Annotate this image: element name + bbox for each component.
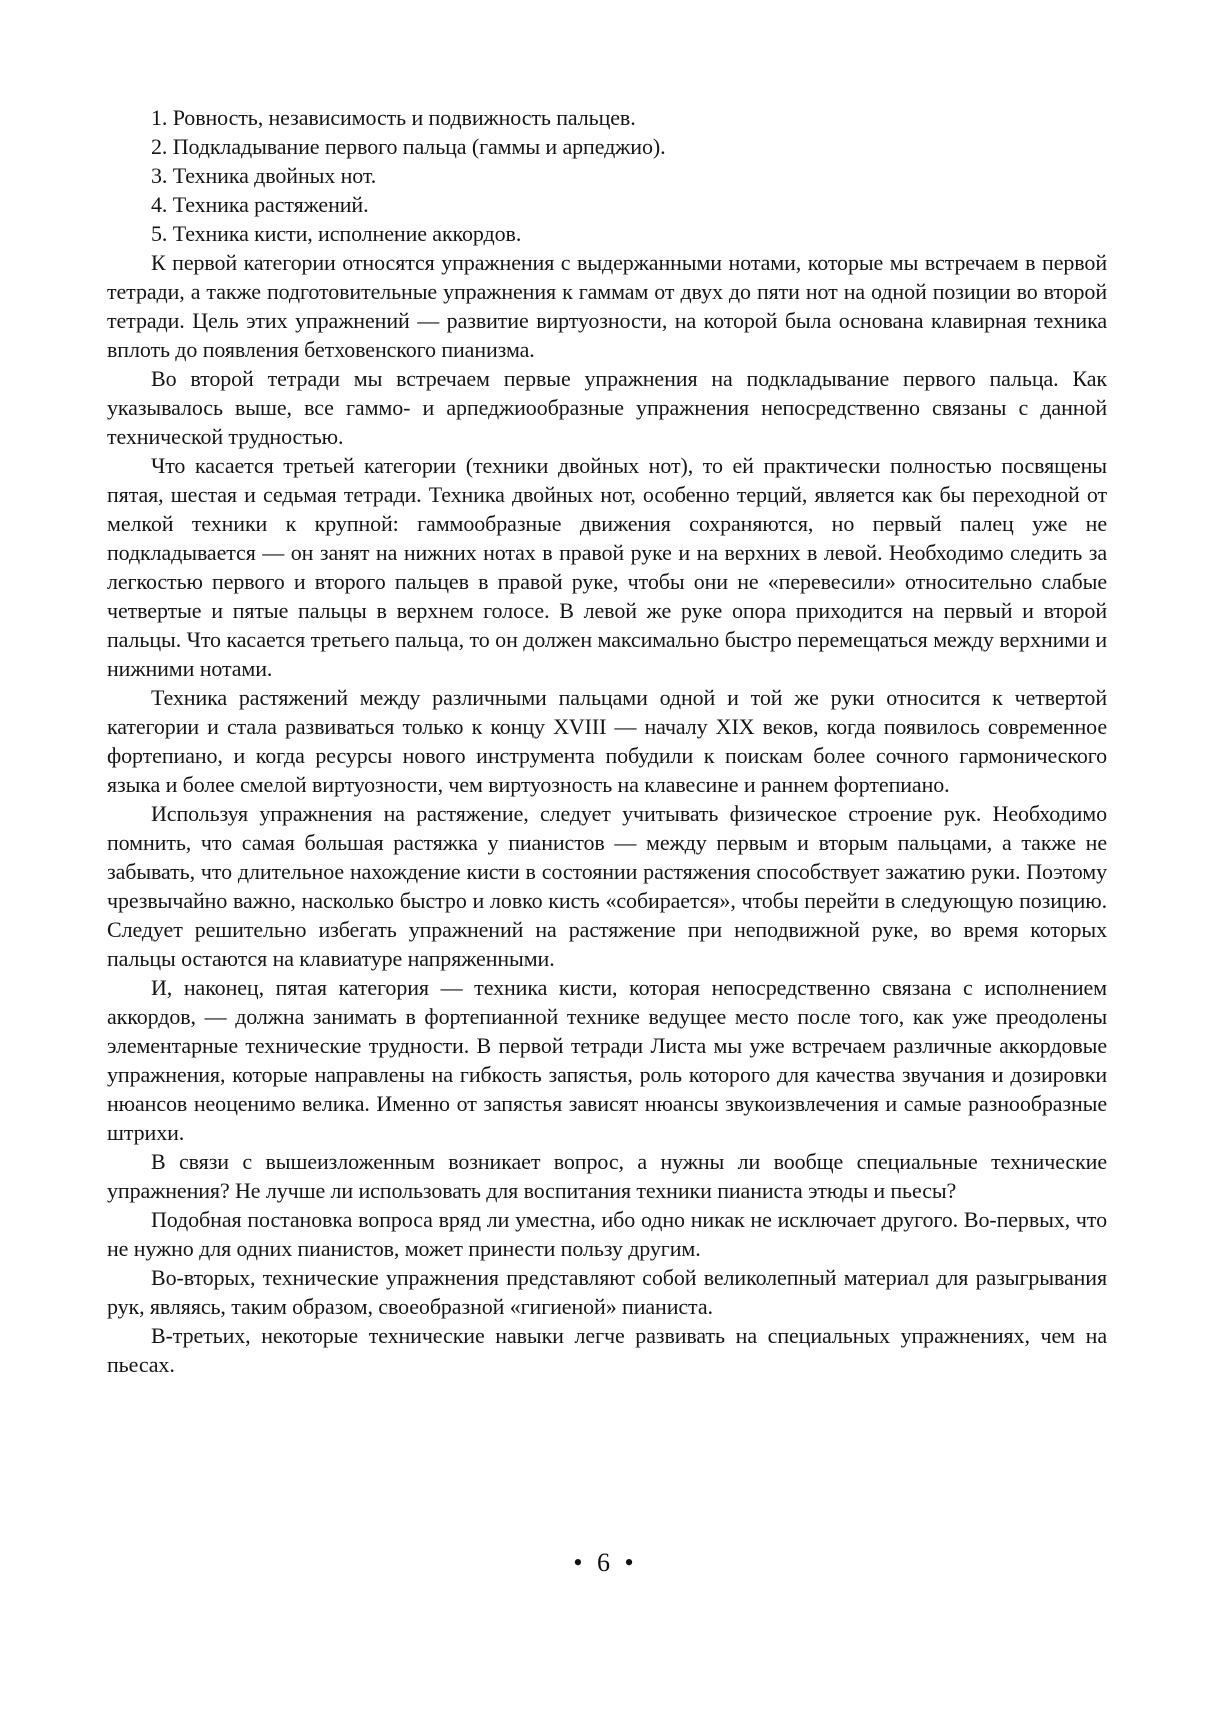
list-item: 5. Техника кисти, исполнение аккордов. xyxy=(151,221,522,246)
text-block xyxy=(107,103,1107,1379)
paragraph: Что касается третьей категории (техники двойных нот), то ей практически полностью посвящены пятая, шестая и седьмая тетради. Техника двойных нот, особенно терций, является как бы переходной от мелкой техники к крупной: гаммообразные движения сохраняются, но первый палец уже не подкладывается — он занят на нижних нотах в правой руке и на верхних в левой. Необходимо следить за легкостью первого и второго пальцев в правой руке, чтобы они не «перевесили» относительно слабые четвертые и пятые пальцы в верхнем голосе. В левой же руке опора приходится на первый и второй пальцы. Что касается третьего пальца, то он должен максимально быстро перемещаться между верхними и нижними нотами. xyxy=(107,453,1107,681)
paragraph: В-третьих, некоторые технические навыки легче развивать на специальных упражнениях, чем на пьесах. xyxy=(107,1323,1107,1377)
paragraph: И, наконец, пятая категория — техника кисти, которая непосредственно связана с исполнением аккордов, — должна занимать в фортепианной технике ведущее место после того, как уже преодолены элементарные технические трудности. В первой тетради Листа мы уже встречаем различные аккордовые упражнения, которые направлены на гибкость запястья, роль которого для качества звучания и дозировки нюансов неоценимо велика. Именно от запястья зависят нюансы звукоизвлечения и самые разнообразные штрихи. xyxy=(107,975,1107,1145)
paragraph: Во второй тетради мы встречаем первые упражнения на подкладывание первого пальца. Как указывалось выше, все гаммо- и арпеджиообразные упражнения непосредственно связаны с данной технической трудностью. xyxy=(107,366,1107,449)
paragraph: Техника растяжений между различными пальцами одной и той же руки относится к четвертой категории и стала развиваться только к концу XVIII — началу XIX веков, когда появилось современное фортепиано, и когда ресурсы нового инструмента побудили к поискам более сочного гармонического языка и более смелой виртуозности, чем виртуозность на клавесине и раннем фортепиано. xyxy=(107,685,1107,797)
list-item: 4. Техника растяжений. xyxy=(151,192,369,217)
list-item: 2. Подкладывание первого пальца (гаммы и арпеджио). xyxy=(151,134,666,159)
page-number: • 6 • xyxy=(573,1548,638,1577)
paragraph: В связи с вышеизложенным возникает вопрос, а нужны ли вообще специальные технические упражнения? Не лучше ли использовать для воспитания техники пианиста этюды и пьесы? xyxy=(107,1149,1107,1203)
paragraph: Во-вторых, технические упражнения представляют собой великолепный материал для разыгрывания рук, являясь, таким образом, своеобразной «гигиеной» пианиста. xyxy=(107,1265,1107,1319)
paragraph: Подобная постановка вопроса вряд ли уместна, ибо одно никак не исключает другого. Во-первых, что не нужно для одних пианистов, может принести пользу другим. xyxy=(107,1207,1107,1261)
paragraph: Используя упражнения на растяжение, следует учитывать физическое строение рук. Необходимо помнить, что самая большая растяжка у пианистов — между первым и вторым пальцами, а также не забывать, что длительное нахождение кисти в состоянии растяжения способствует зажатию руки. Поэтому чрезвычайно важно, насколько быстро и ловко кисть «собирается», чтобы перейти в следующую позицию. Следует решительно избегать упражнений на растяжение при неподвижной руке, во время которых пальцы остаются на клавиатуре напряженными. xyxy=(107,801,1107,971)
list-item: 3. Техника двойных нот. xyxy=(151,163,377,188)
numbered-list xyxy=(107,103,1107,248)
list-item: 1. Ровность, независимость и подвижность пальцев. xyxy=(151,105,636,130)
paragraph: К первой категории относятся упражнения с выдержанными нотами, которые мы встречаем в первой тетради, а также подготовительные упражнения к гаммам от двух до пяти нот на одной позиции во второй тетради. Цель этих упражнений — развитие виртуозности, на которой была основана клавирная техника вплоть до появления бетховенского пианизма. xyxy=(107,250,1107,362)
